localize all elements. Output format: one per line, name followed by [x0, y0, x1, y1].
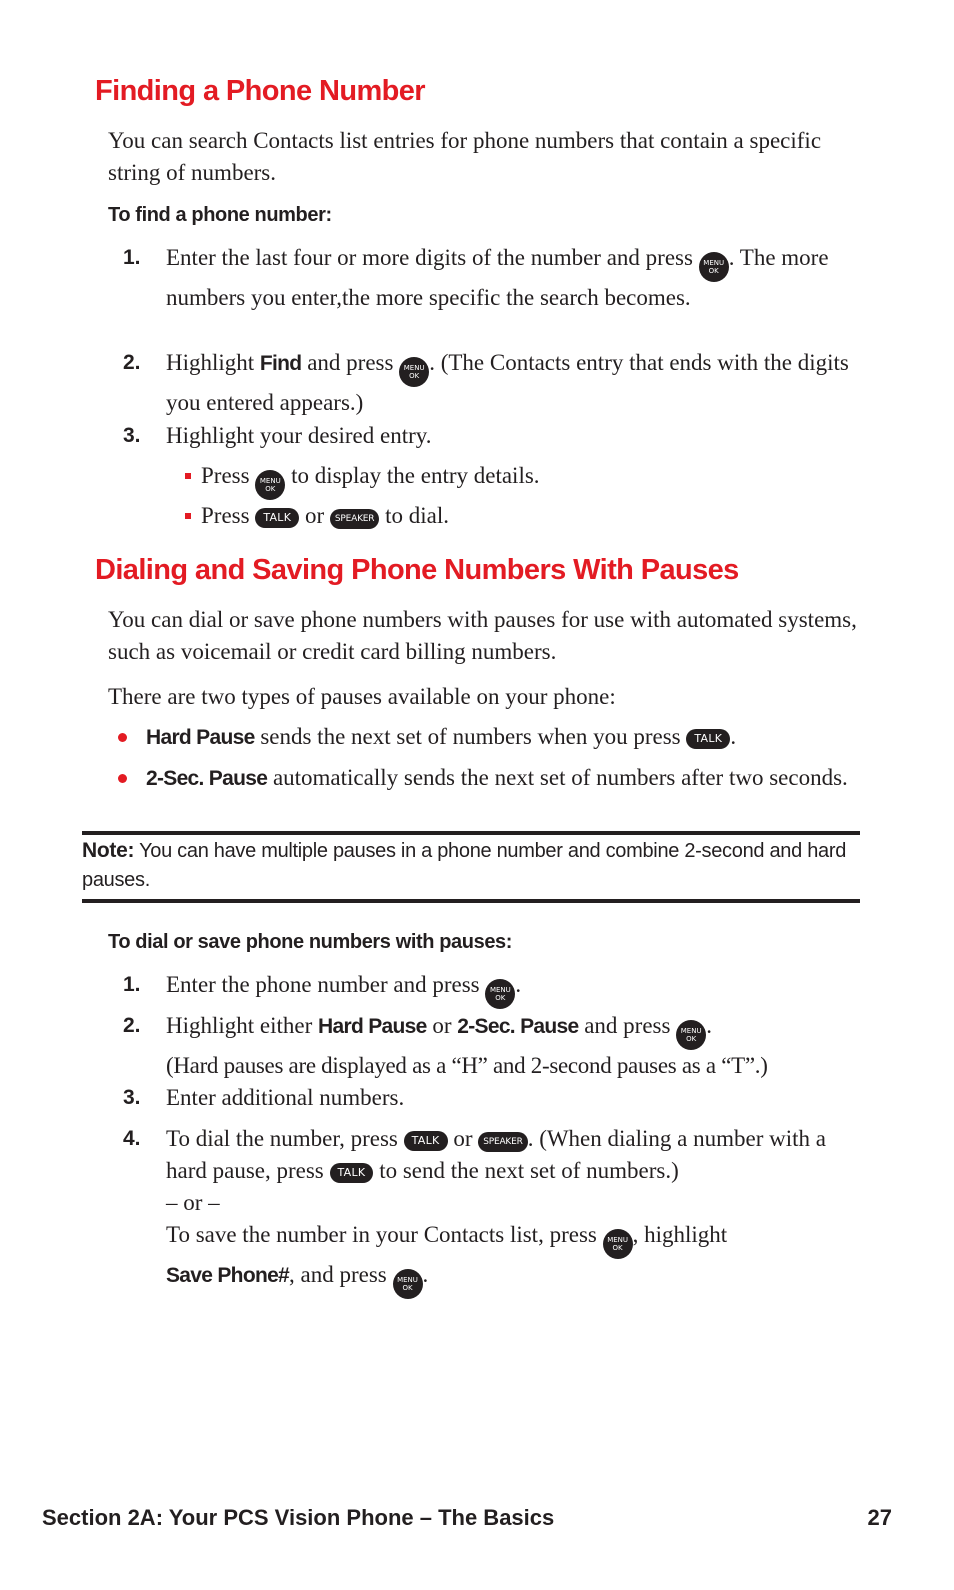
- talk-key-icon: TALK: [404, 1131, 448, 1151]
- menu-ok-key-icon: MENU OK: [393, 1269, 423, 1299]
- menu-ok-key-icon: MENU OK: [255, 470, 285, 500]
- talk-key-icon: TALK: [686, 729, 730, 749]
- note-label: Note:: [82, 839, 135, 862]
- menu-option-find: Find: [259, 352, 302, 375]
- footer-section-title: Section 2A: Your PCS Vision Phone – The Basics: [42, 1505, 555, 1530]
- note-text: You can have multiple pauses in a phone number and combine 2-second and hard pauses.: [82, 840, 847, 891]
- menu-ok-key-icon: MENU OK: [485, 979, 515, 1009]
- step-number: 2.: [123, 1014, 141, 1037]
- square-bullet-icon: [185, 513, 191, 519]
- note-bottom-rule: [82, 899, 860, 903]
- note-top-rule: [82, 831, 860, 835]
- step-number: 3.: [123, 1086, 141, 1109]
- heading-finding-phone-number: Finding a Phone Number: [95, 75, 425, 107]
- pause-type-hard: Hard Pause sends the next set of numbers when you press TALK .: [118, 721, 863, 754]
- bullet-display-details: Press MENU OK to display the entry details.: [185, 460, 865, 500]
- step-number: 4.: [123, 1127, 141, 1150]
- menu-ok-key-icon: MENU OK: [676, 1020, 706, 1050]
- pause-type-2sec: 2-Sec. Pause automatically sends the next set of numbers after two seconds.: [118, 762, 863, 795]
- menu-ok-key-icon: MENU OK: [699, 252, 729, 282]
- heading-dialing-pauses: Dialing and Saving Phone Numbers With Pauses: [95, 554, 739, 586]
- note-box: [82, 836, 860, 895]
- step-number: 3.: [123, 424, 141, 447]
- menu-ok-key-icon: MENU OK: [399, 357, 429, 387]
- step-number: 2.: [123, 351, 141, 374]
- pauses-intro-paragraph: You can dial or save phone numbers with pauses for use with automated systems, such as voicemail or credit card billing numbers.: [108, 607, 857, 664]
- round-bullet-icon: [118, 774, 127, 783]
- bullet-dial: Press TALK or SPEAKER to dial.: [185, 500, 865, 532]
- speaker-key-icon: SPEAKER: [478, 1132, 527, 1152]
- talk-key-icon: TALK: [330, 1163, 374, 1183]
- step-number: 1.: [123, 246, 141, 269]
- talk-key-icon: TALK: [255, 508, 299, 528]
- round-bullet-icon: [118, 733, 127, 742]
- subheading-find-number: To find a phone number:: [108, 204, 332, 226]
- page-number: 27: [867, 1505, 892, 1530]
- menu-ok-key-icon: MENU OK: [603, 1229, 633, 1259]
- speaker-key-icon: SPEAKER: [330, 509, 379, 529]
- step-number: 1.: [123, 973, 141, 996]
- intro-paragraph: You can search Contacts list entries for phone numbers that contain a specific string of numbers.: [108, 128, 822, 185]
- subheading-dial-save-pauses: To dial or save phone numbers with pauses:: [108, 931, 513, 953]
- square-bullet-icon: [185, 473, 191, 479]
- pause-types-intro: There are two types of pauses available on your phone:: [108, 684, 616, 709]
